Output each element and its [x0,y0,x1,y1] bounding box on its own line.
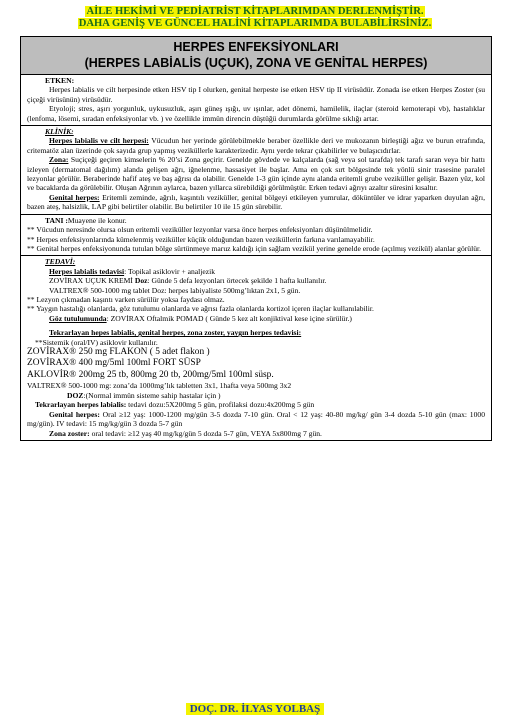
tani-heading-text: Muayene ile konur. [67,215,127,225]
recurrent-heading: Tekrarlayan hepes labialis, genital herpes, zona zoster, yaygın herpes tedavisi: [49,328,302,338]
tani-note-1: ** Vücudun neresinde olursa olsun eritemli veziküller lezyonlar varsa önce herpes enfeksiyonları düşünülmelidir. [27,225,373,235]
genital-herpes-dose-label: Genital herpes: [49,409,100,419]
header-banner [34,6,476,30]
zona-zoster-dose-label: Zona zoster: [49,428,90,438]
dose-text: :(Normal immün sisteme sahip hastalar için ) [83,390,221,400]
recurrent-labialis-dose [27,400,485,409]
section-etken [20,75,492,126]
drug-line-2: ZOVİRAX® 400 mg/5ml 100ml FORT SÜSP [27,358,201,369]
etken-paragraph-1: Herpes labialis ve cilt herpesinde etken HSV tip I olurken, genital herpeste ise etken HSV tip II virüsüdür. Zonada ise etken Herpes Zoster (su çiçeği virüsünün) virüsüdür. [27,85,485,104]
herpes-labialis-treatment-label: Herpes labialis tedavisi [49,266,125,276]
title-box [20,36,492,75]
section-heading-tani: TANI : [45,215,68,225]
tedavi-note-2: ** Yaygın hastalığı olanlarda, göz tutulumu olanlarda ve ağrısı fazla olanlarda kortizol içeren ilaçlar kullanılabilir. [27,304,374,314]
author-name: DOÇ. DR. İLYAS YOLBAŞ [186,703,325,715]
eye-involvement-label: Göz tutulumunda [49,313,107,323]
drug-line-1: ZOVİRAX® 250 mg FLAKON ( 5 adet flakon ) [27,346,210,357]
tani-heading-line [27,216,485,225]
zona-text: Suçiçeği geçiren kimselerin % 20’si Zona geçirir. Genelde gövdede ve kalçalarda (sağ veya sol tarafda) tek tarafı saran veya bir hattı izleyen (dermatomal dağılım) alanda gelişen ağrı, iğnelenme, hassasiyet ile başlar. Ama en çok sırt bölgesinde tek yönlü sinir trasesine paralel lezyonlar görülür. Beraberinde hafif ateş ve baş ağrısı da olabilir. Genelde 1-3 gün içinde aynı alanda eritemli grube veziküller gelişir. Bazen yüz, kol ve bacaklarda da görülebilir. Oluşan Ağrının aylarca, bazen yıllarca sürebildiği görülmüştür. Erken tedavi ağrıyı azaltır süresini kısaltır. [27,155,485,193]
section-tedavi [20,256,492,441]
klinik-paragraph-3 [27,193,485,212]
klinik-paragraph-1 [27,136,485,155]
drug-line-3: AKLOVİR® 200mg 25 tb, 800mg 20 tb, 200mg/5ml 100ml süsp. [27,369,274,380]
section-heading-klinik: KLİNİK: [45,127,74,137]
section-tani [20,215,492,257]
zovirax-cream-dose-label: Doz [134,276,148,286]
section-klinik [20,126,492,215]
drug-line-4: VALTREX® 500-1000 mg: zona’da 1000mg’lık tabletten 3x1, 1hafta veya 500mg 3x2 [27,381,292,391]
page-subtitle: (HERPES LABİALİS (UÇUK), ZONA VE GENİTAL HERPES) [84,56,428,70]
tani-note-2: ** Herpes enfeksiyonlarında kümelenmiş veziküller küçük olduğundan bazen veziküllerin farkına varılamayabilir. [27,234,375,244]
banner-line-2: DAHA GENİŞ VE GÜNCEL HALİNİ KİTAPLARIMDA BULABİLİRSİNİZ. [78,18,432,29]
eye-involvement-text: : ZOVİRAX Oftalmik POMAD ( Günde 5 kez alt konjiktival kese içine sürülür.) [106,313,352,323]
zovirax-cream-dose [27,276,485,285]
tani-note-3: ** Genital herpes enfeksiyonunda tutulan bölge sürtünmeye maruz kaldığı için sağlam vezikül yerine genelde erode (açılmış vezikül) alanlar görülür. [27,243,481,253]
banner-line-1: AİLE HEKİMİ VE PEDİATRİST KİTAPLARIMDAN DERLENMİŞTİR. [86,6,424,17]
herpes-labialis-treatment-text: : Topikal asiklovir + analjezik [124,266,216,276]
section-heading-etken: ETKEN: [45,76,75,85]
page-title: HERPES ENFEKSİYONLARI [173,40,339,54]
tedavi-note-1: ** Lezyon çıkmadan kaşıntı varken sürülür yoksa faydası olmaz. [27,294,225,304]
valtrex-labialis-dose: VALTREX® 500-1000 mg tablet Doz: herpes labiyaliste 500mg’lıktan 2x1, 5 gün. [49,285,301,295]
klinik-paragraph-2 [27,155,485,193]
herpes-labialis-label: Herpes labialis ve cilt herpesi: [49,136,149,146]
zovirax-cream-name: ZOVİRAX UÇUK KREMİ [49,276,135,286]
section-heading-tedavi: TEDAVİ: [45,257,76,267]
etken-paragraph-2: Etyoloji; stres, aşırı yorgunluk, uykusuzluk, aşırı güneş ışığı, uv ışınlar, adet dönemi, hamilelik, ilaçlar (steroid kemoterapi vb), hastalıklar (lenfoma, lösemi, sıradan enfeksiyonlar vb. ) ve özellikle immün direncin düştüğü durumlarda görülme sıklığı artar. [27,104,485,123]
dose-note [27,391,485,400]
genital-herpes-text: Eritemli zeminde, ağrılı, kaşıntılı veziküller, genital bölgeyi etkileyen yumrular, döküntüler ve idrar yaparken duyulan ağrı, bazen ateş, halsizlik, LAP gibi belirtiler olabilir. Bu belirtiler 10 ile 15 gün sürebilir. [27,192,485,212]
dose-label: DOZ [67,390,84,400]
zona-label: Zona: [49,155,69,165]
genital-herpes-dose-text: Oral ≥12 yaş: 1000-1200 mg/gün 3-5 dozda 7-10 gün. Oral < 12 yaş: 40-80 mg/kg/ gün 3-4 dozda 5-10 gün (max: 1000 mg/gün). IV tedavi: 15 mg/kg/gün 3 dozda 5-7 gün [27,409,485,429]
recurrent-labialis-label: Tekrarlayan herpes labialis: [35,400,127,410]
zona-zoster-dose-text: oral tedavi: ≥12 yaş 40 mg/kg/gün 5 dozda 5-7 gün, VEYA 5x800mg 7 gün. [89,428,322,438]
systemic-note: **Sistemik (oral/IV) asiklovir kullanılır. [35,337,158,347]
zona-zoster-dose [27,429,485,438]
recurrent-labialis-text: tedavi dozu:5X200mg 5 gün, profilaksi dozu:4x200mg 5 gün [126,400,315,410]
zovirax-cream-dose-text: : Günde 5 defa lezyonları örtecek şekilde 1 hafta kullanılır. [147,276,327,286]
eye-involvement-line [27,314,485,323]
herpes-labialis-treatment [27,267,485,276]
herpes-labialis-text: Vücudun her yerinde görülebilmekle beraber özellikle deri ve mukozanın birleştiği ağız ve burun etrafında, critematöz alan üzerinde çok sayıda grup yapmış veziküllerle karakterizedir. Aynı yerde tekrar çıkabilirler ve bulaşıcıdırlar. [27,136,485,155]
genital-herpes-dose [27,410,485,429]
genital-herpes-label: Genital herpes: [49,192,100,202]
author-signature [0,703,510,715]
